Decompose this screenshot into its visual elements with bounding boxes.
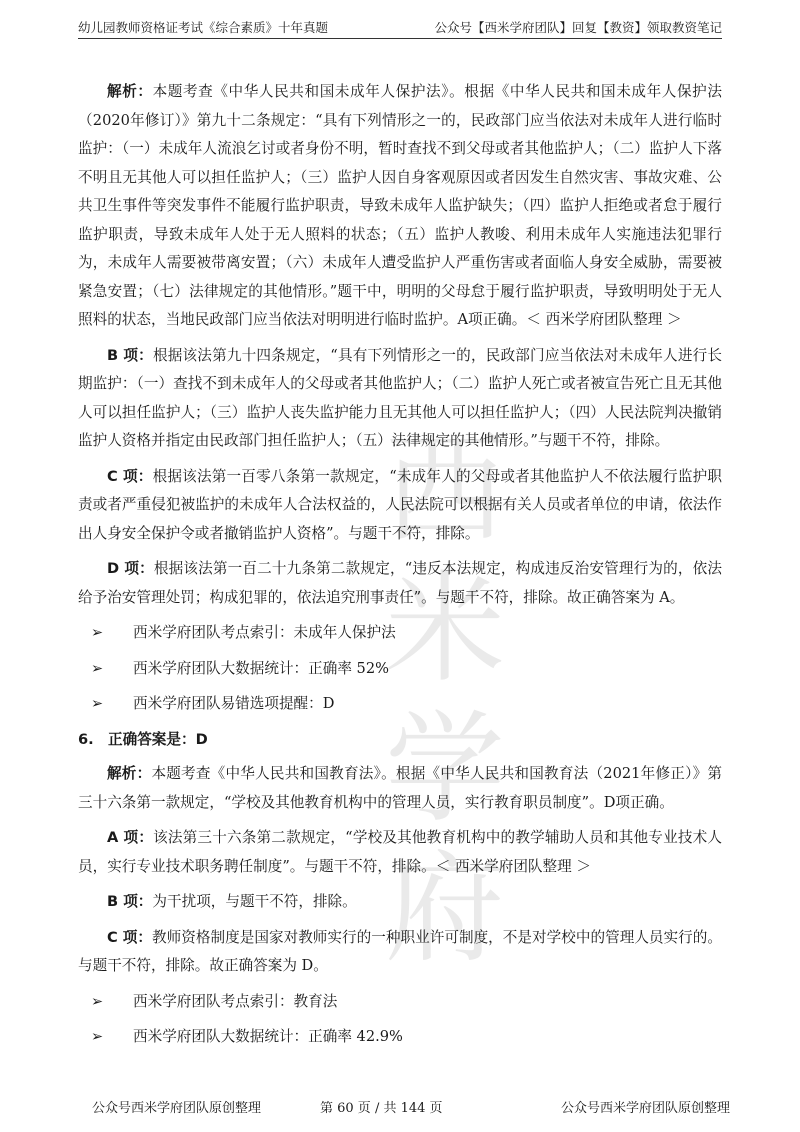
page-number: 第 60 页 / 共 144 页 [320,1101,443,1116]
q6-option-b [78,888,722,917]
arrow-bullet-icon: ➢ [91,992,104,1010]
q6-option-a [78,824,722,881]
list-item: ➢ 西米学府团队考点索引：教育法 [91,988,722,1017]
q5-option-b [78,342,722,456]
arrow-bullet-icon: ➢ [91,624,104,641]
arrow-bullet-icon: ➢ [91,659,104,677]
arrow-bullet-icon: ➢ [91,695,104,712]
option-text: 根据该法第一百零八条第一款规定，“未成年人的父母或者其他监护人不依法履行监护职责或者严重侵犯被监护的未成年人合法权益的，人民法院可以根据有关人员或者单位的申请，依法作出人身安全保护令或者撤销监护人资格”。与题干不符，排除。 [78,467,723,542]
footer-left: 公众号西米学府团队原创整理 [92,1101,262,1116]
option-text: 根据该法第九十四条规定，“具有下列情形之一的，民政部门应当依法对未成年人进行长期监护：（一）查找不到未成年人的父母或者其他监护人；（二）监护人死亡或者被宣告死亡且无其他人可以担任监护人；（三）监护人丧失监护能力且无其他人可以担任监护人；（四）人民法院判决撤销监护人资格并指定由民政部门担任监护人；（五）法律规定的其他情形。”与题干不符，排除。 [78,346,722,449]
watermark: 西米学府 [385,420,505,979]
page-content [78,78,722,1059]
analysis-label: 解析： [107,765,152,782]
q6-analysis [78,760,722,817]
option-label: B 项： [107,346,153,364]
option-text: 为干扰项，与题干不符，排除。 [152,893,357,910]
page-footer [92,1097,730,1117]
q5-analysis [78,78,722,335]
page-header [78,14,722,39]
analysis-label: 解析： [107,83,153,100]
option-label: B 项： [107,893,153,910]
question-number: 6. [78,730,94,748]
option-label: A 项： [107,829,154,846]
list-item: ➢ 西米学府团队大数据统计：正确率 42.9% [91,1023,722,1052]
analysis-text: 本题考查《中华人民共和国教育法》。根据《中华人民共和国教育法（2021年修正）》第三十六条第一款规定，“学校及其他教育机构中的管理人员，实行教育职员制度”。D项正确。 [78,765,722,811]
option-label: C 项： [107,928,153,946]
option-label: C 项： [107,467,153,485]
header-promo: 公众号【西米学府团队】回复【教资】领取教资笔记 [434,20,722,35]
option-label: D 项： [107,560,154,577]
q5-option-c [78,463,722,549]
list-item: ➢ 西米学府团队大数据统计：正确率 52% [91,655,722,684]
header-title: 幼儿园教师资格证考试《综合素质》十年真题 [78,20,329,35]
analysis-text: 本题考查《中华人民共和国未成年人保护法》。根据《中华人民共和国未成年人保护法（2020年修订）》第九十二条规定：“具有下列情形之一的，民政部门应当依法对未成年人进行临时监护：（一）未成年人流浪乞讨或者身份不明，暂时查找不到父母或者其他监护人；（二）监护人下落不明且无其他人可以担任监护人；（三）监护人因自身客观原因或者因发生自然灾害、事故灾难、公共卫生事件等突发事件不能履行监护职责，导致未成年人监护缺失；（四）监护人拒绝或者怠于履行监护职责，导致未成年人处于无人照料的状态；（五）监护人教唆、利用未成年人实施违法犯罪行为，未成年人需要被带离安置；（六）未成年人遭受监护人严重伤害或者面临人身安全威胁，需要被紧急安置；（七）法律规定的其他情形。”题干中，明明的父母怠于履行监护职责，导致明明处于无人照料的状态，当地民政部门应当依法对明明进行临时监护。A项正确。＜ 西米学府团队整理 ＞ [78,83,722,328]
footer-right: 公众号西米学府团队原创整理 [560,1101,730,1116]
list-item: ➢ 西米学府团队易错选项提醒：D [91,690,722,719]
q5-option-d [78,555,722,612]
option-text: 根据该法第一百二十九条第二款规定，“违反本法规定，构成违反治安管理行为的，依法给予治安管理处罚；构成犯罪的，依法追究刑事责任”。与题干不符，排除。故正确答案为 A。 [78,560,722,606]
option-text: 教师资格制度是国家对教师实行的一种职业许可制度，不是对学校中的管理人员实行的。与题干不符，排除。故正确答案为 D。 [78,928,722,974]
correct-answer: 正确答案是：D [108,730,208,748]
list-item: ➢ 西米学府团队考点索引：未成年人保护法 [91,619,722,648]
q6-answer-line [78,726,722,755]
q6-option-c [78,924,722,981]
option-text: 该法第三十六条第二款规定，“学校及其他教育机构中的教学辅助人员和其他专业技术人员，实行专业技术职务聘任制度”。与题干不符，排除。＜ 西米学府团队整理 ＞ [78,829,722,875]
arrow-bullet-icon: ➢ [91,1028,104,1045]
